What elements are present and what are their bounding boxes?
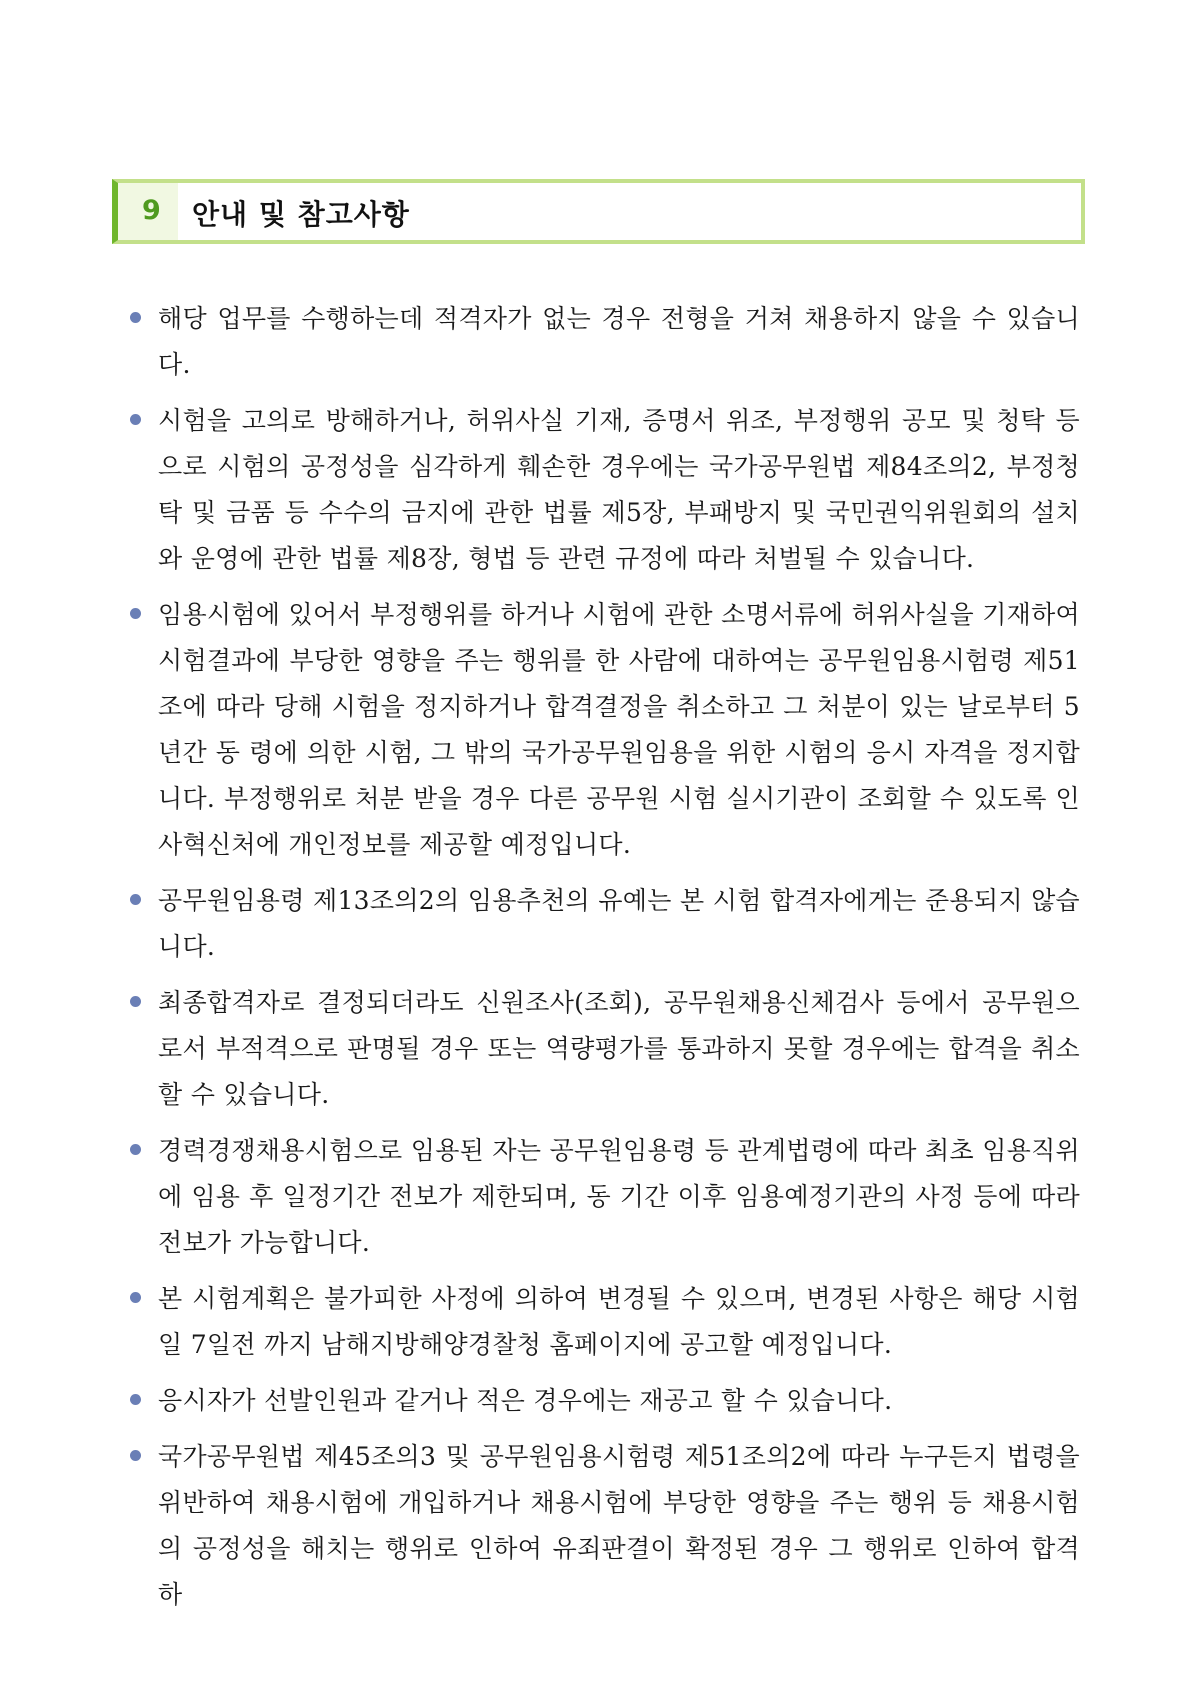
- list-item: [128, 296, 1080, 388]
- bullet-icon: [130, 1144, 141, 1155]
- list-item: [128, 878, 1080, 970]
- list-item: [128, 1434, 1080, 1618]
- bullet-icon: [130, 996, 141, 1007]
- list-item: [128, 980, 1080, 1118]
- section-title: 안내 및 참고사항: [192, 198, 410, 231]
- section-number: 9: [142, 195, 161, 226]
- notes-list: [128, 296, 1080, 1628]
- bullet-icon: [130, 1394, 141, 1405]
- note-text: 공무원임용령 제13조의2의 임용추천의 유예는 본 시험 합격자에게는 준용되지 않습니다.: [158, 886, 1080, 961]
- note-text: 임용시험에 있어서 부정행위를 하거나 시험에 관한 소명서류에 허위사실을 기재하여 시험결과에 부당한 영향을 주는 행위를 한 사람에 대하여는 공무원임용시험령 제51조에 따라 당해 시험을 정지하거나 합격결정을 취소하고 그 처분이 있는 날로부터 5년간 동 령에 의한 시험, 그 밖의 국가공무원임용을 위한 시험의 응시 자격을 정지합니다. 부정행위로 처분 받을 경우 다른 공무원 시험 실시기관이 조회할 수 있도록 인사혁신처에 개인정보를 제공할 예정입니다.: [158, 600, 1080, 859]
- note-text: 해당 업무를 수행하는데 적격자가 없는 경우 전형을 거쳐 채용하지 않을 수 있습니다.: [158, 304, 1080, 379]
- bullet-icon: [130, 1450, 141, 1461]
- note-text: 경력경쟁채용시험으로 임용된 자는 공무원임용령 등 관계법령에 따라 최초 임용직위에 임용 후 일정기간 전보가 제한되며, 동 기간 이후 임용예정기관의 사정 등에 따라 전보가 가능합니다.: [158, 1136, 1080, 1257]
- section-number-tab: [112, 179, 178, 244]
- note-text: 국가공무원법 제45조의3 및 공무원임용시험령 제51조의2에 따라 누구든지 법령을 위반하여 채용시험에 개입하거나 채용시험에 부당한 영향을 주는 행위 등 채용시험의 공정성을 해치는 행위로 인하여 유죄판결이 확정된 경우 그 행위로 인하여 합격하: [158, 1442, 1080, 1609]
- bullet-icon: [130, 608, 141, 619]
- note-text: 본 시험계획은 불가피한 사정에 의하여 변경될 수 있으며, 변경된 사항은 해당 시험일 7일전 까지 남해지방해양경찰청 홈페이지에 공고할 예정입니다.: [158, 1284, 1080, 1359]
- note-text: 시험을 고의로 방해하거나, 허위사실 기재, 증명서 위조, 부정행위 공모 및 청탁 등으로 시험의 공정성을 심각하게 훼손한 경우에는 국가공무원법 제84조의2, 부정청탁 및 금품 등 수수의 금지에 관한 법률 제5장, 부패방지 및 국민권익위원회의 설치와 운영에 관한 법률 제8장, 형법 등 관련 규정에 따라 처벌될 수 있습니다.: [158, 406, 1080, 573]
- section-header: [112, 179, 1085, 244]
- list-item: [128, 1128, 1080, 1266]
- list-item: [128, 1276, 1080, 1368]
- bullet-icon: [130, 414, 141, 425]
- list-item: [128, 398, 1080, 582]
- bullet-icon: [130, 1292, 141, 1303]
- note-text: 응시자가 선발인원과 같거나 적은 경우에는 재공고 할 수 있습니다.: [158, 1386, 893, 1415]
- list-item: [128, 1378, 1080, 1424]
- bullet-icon: [130, 894, 141, 905]
- list-item: [128, 592, 1080, 868]
- bullet-icon: [130, 312, 141, 323]
- note-text: 최종합격자로 결정되더라도 신원조사(조회), 공무원채용신체검사 등에서 공무원으로서 부적격으로 판명될 경우 또는 역량평가를 통과하지 못할 경우에는 합격을 취소할 수 있습니다.: [158, 988, 1080, 1109]
